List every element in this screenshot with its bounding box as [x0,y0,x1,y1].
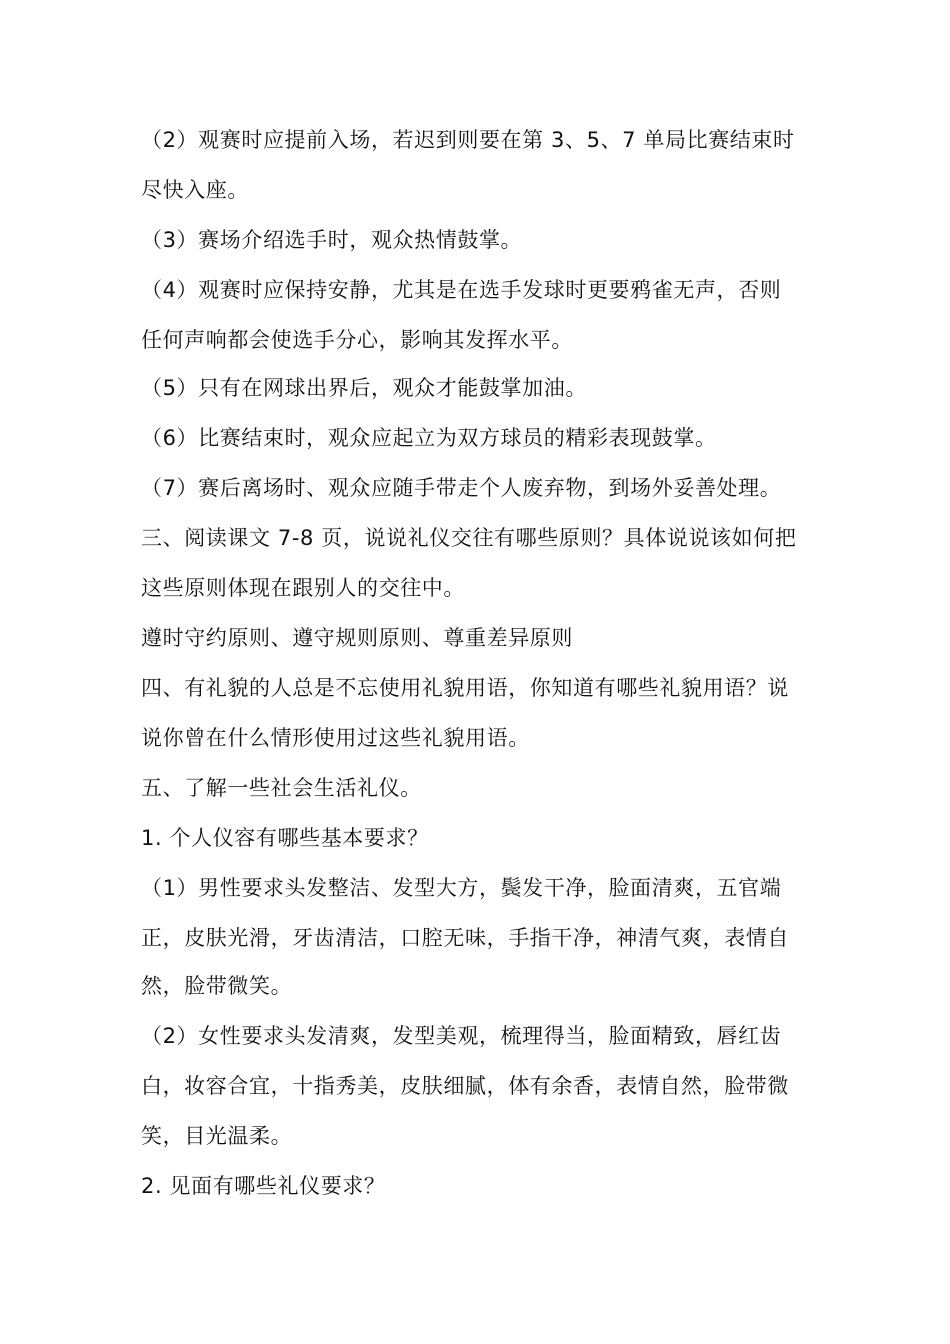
text-line-spectator-rule-7: （7）赛后离场时、观众应随手带走个人废弃物，到场外妥善处理。 [141,476,782,500]
text-line-spectator-rule-5: （5）只有在网球出界后，观众才能鼓掌加油。 [141,376,587,400]
text-line-section-5-heading: 五、了解一些社会生活礼仪。 [141,776,422,800]
text-line-female-requirements-a: （2）女性要求头发清爽，发型美观，梳理得当，脸面精致，唇红齿 [141,1024,782,1048]
text-line-question-3a: 三、阅读课文 7-8 页，说说礼仪交往有哪些原则？具体说说该如何把 [141,526,797,550]
text-line-spectator-rule-4b: 任何声响都会使选手分心，影响其发挥水平。 [141,328,573,352]
text-line-male-requirements-a: （1）男性要求头发整洁、发型大方，鬓发干净，脸面清爽，五官端 [141,876,782,900]
text-line-female-requirements-b: 白，妆容合宜，十指秀美，皮肤细腻，体有余香，表情自然，脸带微 [141,1074,789,1098]
text-line-item-1-heading: 1. 个人仪容有哪些基本要求？ [141,826,429,850]
text-line-question-4b: 说你曾在什么情形使用过这些礼貌用语。 [141,726,530,750]
text-line-spectator-rule-3: （3）赛场介绍选手时，观众热情鼓掌。 [141,228,523,252]
text-line-spectator-rule-4a: （4）观赛时应保持安静，尤其是在选手发球时更要鸦雀无声，否则 [141,278,782,302]
text-line-item-2-heading: 2. 见面有哪些礼仪要求？ [141,1174,386,1198]
text-line-question-3b: 这些原则体现在跟别人的交往中。 [141,576,465,600]
text-line-male-requirements-b: 正，皮肤光滑，牙齿清洁，口腔无味，手指干净，神清气爽，表情自 [141,926,789,950]
text-line-answer-3: 遵时守约原则、遵守规则原则、尊重差异原则 [141,626,573,650]
text-line-spectator-rule-2b: 尽快入座。 [141,178,249,202]
text-line-female-requirements-c: 笑，目光温柔。 [141,1124,293,1148]
text-line-spectator-rule-2a: （2）观赛时应提前入场，若迟到则要在第 3、5、7 单局比赛结束时 [141,128,795,152]
text-line-male-requirements-c: 然，脸带微笑。 [141,974,293,998]
text-line-spectator-rule-6: （6）比赛结束时，观众应起立为双方球员的精彩表现鼓掌。 [141,426,717,450]
text-line-question-4a: 四、有礼貌的人总是不忘使用礼貌用语，你知道有哪些礼貌用语？说 [141,676,789,700]
